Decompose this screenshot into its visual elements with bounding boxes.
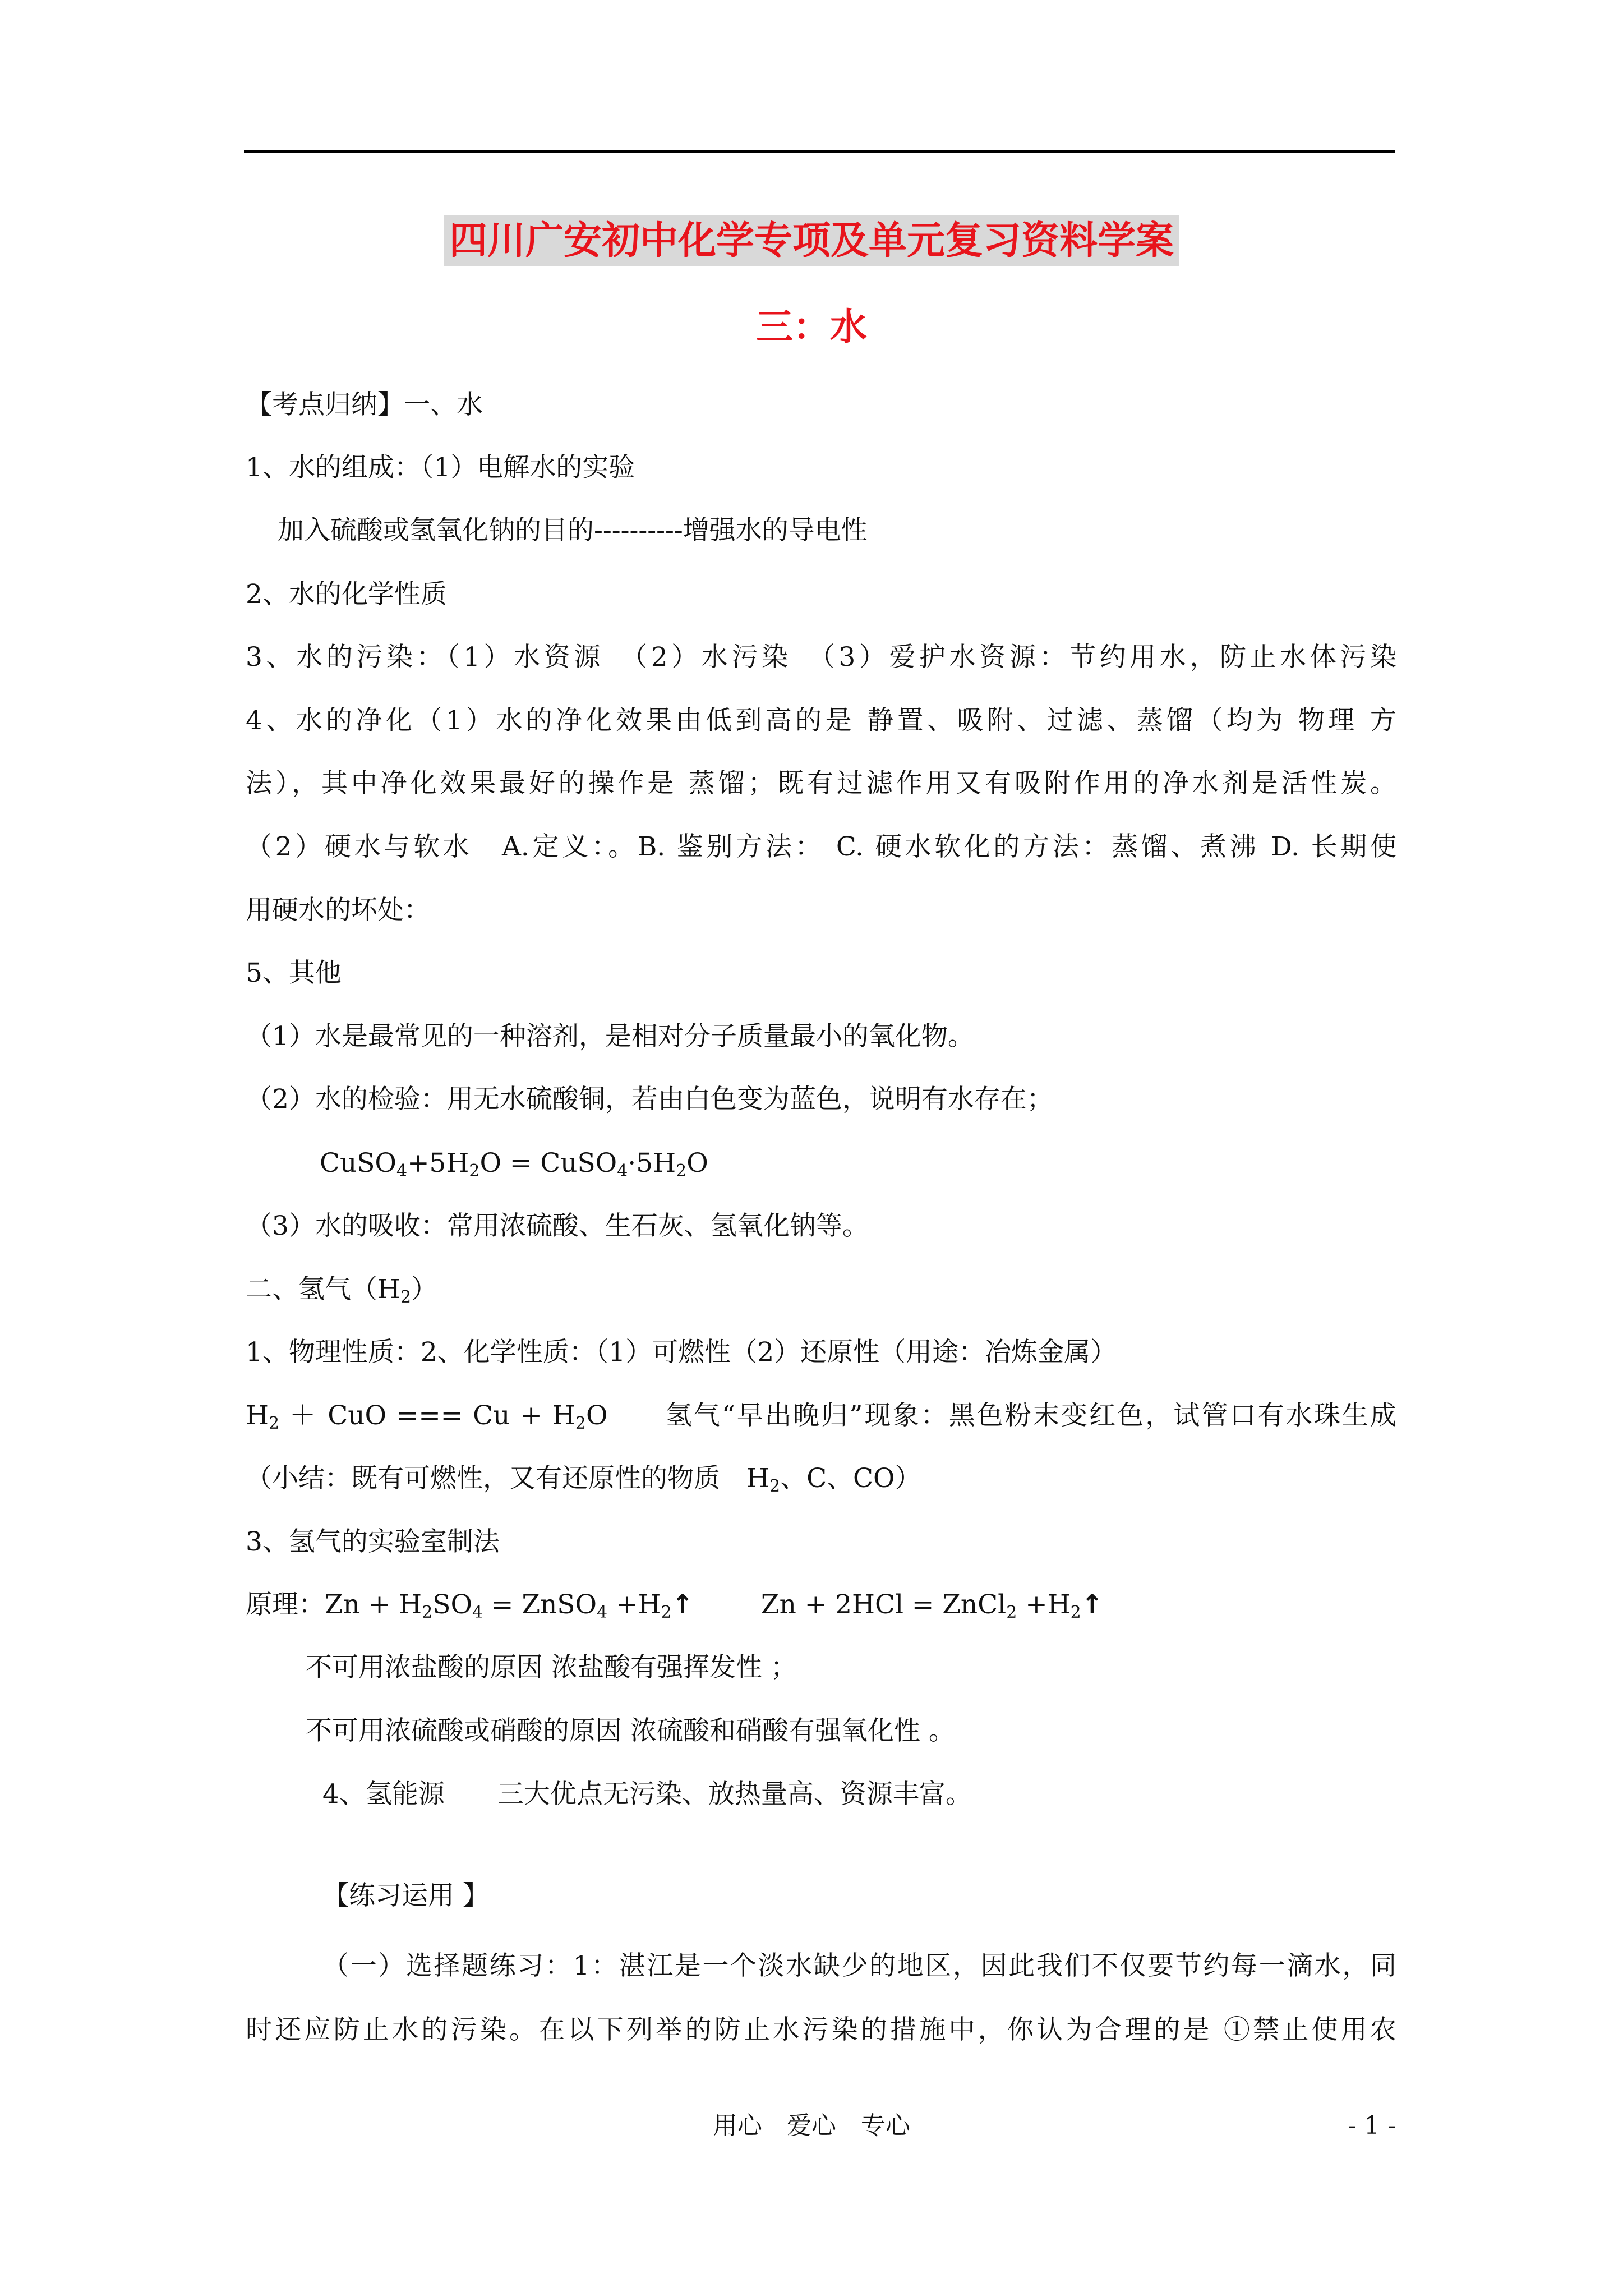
equation-zn: 原理：$Zn + H_2SO_4$ = ZnSO$_4$ $+H_2↑$ Zn + 2HCl = ZnCl$_2$ $+H_2↑$: [246, 1589, 1104, 1622]
text-line: 4、水的净化（1）水的净化效果由低到高的是 静置、吸附、过滤、蒸馏（均为 物理 方: [246, 705, 1396, 736]
page-number: - 1 -: [1348, 2111, 1396, 2140]
text-line: 4、氢能源 三大优点无污染、放热量高、资源丰富。: [322, 1779, 972, 1810]
section-heading-hydrogen: 二、氢气$(H_2)$: [246, 1274, 438, 1307]
text-line: （1）水是最常见的一种溶剂，是相对分子质量最小的氧化物。: [246, 1021, 974, 1052]
summary-line: （小结：既有可燃性，又有还原性的物质 $H_2$、C、CO）: [246, 1463, 921, 1496]
text-line: 时还应防止水的污染。在以下列举的防止水污染的措施中，你认为合理的是 ①禁止使用农: [246, 2014, 1396, 2045]
gas-arrow-icon: ↑: [1081, 1589, 1104, 1620]
exercise-heading: 【练习运用 】: [322, 1880, 489, 1911]
header-rule: [244, 150, 1395, 153]
text-line: 用硬水的坏处：: [246, 895, 430, 926]
text-line: 5、其他: [246, 958, 342, 988]
text-line: 3、氢气的实验室制法: [246, 1526, 500, 1557]
text-line: 1、物理性质：2、化学性质：（1）可燃性（2）还原性（用途：冶炼金属）: [246, 1337, 1117, 1368]
section-title: 三：水: [756, 305, 867, 348]
document-title: 四川广安初中化学专项及单元复习资料学案: [0, 213, 1623, 269]
text-line: 1、水的组成：（1）电解水的实验: [246, 452, 635, 483]
footer-motto: 用心 爱心 专心: [713, 2111, 910, 2140]
text-line: （3）水的吸收：常用浓硫酸、生石灰、氢氧化钠等。: [246, 1211, 869, 1241]
text-line: 2、水的化学性质: [246, 579, 447, 610]
text-line: （一）选择题练习：1：湛江是一个淡水缺少的地区，因此我们不仅要节约每一滴水，同: [322, 1950, 1396, 1981]
gas-arrow-icon: ↑: [671, 1589, 694, 1620]
text-line: 法），其中净化效果最好的操作是 蒸馏；既有过滤作用又有吸附作用的净水剂是活性炭。: [246, 768, 1396, 799]
text-line: 3、水的污染：（1）水资源 （2）水污染 （3）爱护水资源：节约用水，防止水体污染: [246, 642, 1396, 673]
text-line: 加入硫酸或氢氧化钠的目的----------增强水的导电性: [278, 515, 868, 546]
text-line: （2）硬水与软水 A.定义：。B. 鉴别方法： C. 硬水软化的方法：蒸馏、煮沸 D. 长期使: [246, 831, 1396, 862]
text-line: 不可用浓硫酸或硝酸的原因 浓硫酸和硝酸有强氧化性 。: [306, 1715, 955, 1746]
text-line: （2）水的检验：用无水硫酸铜，若由白色变为蓝色，说明有水存在；: [246, 1084, 1053, 1115]
equation-cuso4: $CuSO_4+5H_2O$ = $CuSO_4\cdot 5H_2O$: [320, 1148, 708, 1181]
equation-h2-cuo: $H_2$ ＋ CuO === $Cu + H_2O$ 氢气“早出晚归”现象：黑色粉末变红色，试管口有水珠生成: [246, 1400, 1396, 1433]
text-line: 【考点归纳】一、水: [246, 389, 483, 420]
text-line: 不可用浓盐酸的原因 浓盐酸有强挥发性 ；: [306, 1652, 797, 1683]
